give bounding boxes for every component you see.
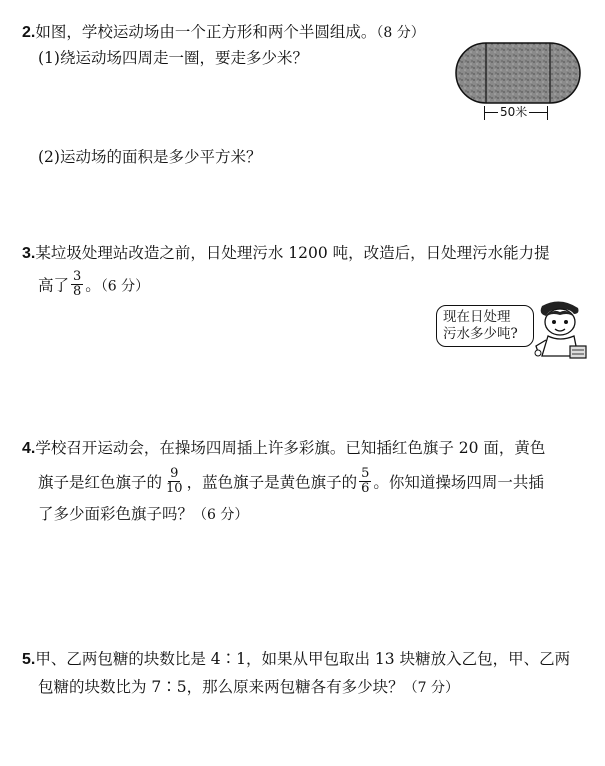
dimension-marker — [484, 104, 548, 122]
dimension-label: 50米 — [500, 105, 528, 119]
q5-number: 5. — [22, 651, 36, 668]
q4-line2 — [38, 466, 583, 498]
q4-text1: 学校召开运动会，在操场四周插上许多彩旗。已知插红色旗子 20 面，黄色 — [35, 439, 546, 457]
q3-text2-pre: 高了 — [38, 276, 70, 295]
q3-fraction: $\frac{3}{8}$ — [73, 269, 82, 299]
q2-points: （8 分） — [376, 25, 425, 41]
cartoon-boy-icon — [530, 300, 590, 362]
q3-points: （6 分） — [100, 278, 150, 295]
q2-sub1: (1)绕运动场四周走一圈，要走多少米？ — [38, 49, 308, 67]
q3-text1: 某垃圾处理站改造之前，日处理污水 1200 吨，改造后，日处理污水能力提 — [35, 244, 550, 262]
q2-stem: 如图，学校运动场由一个正方形和两个半圆组成。 — [35, 23, 377, 41]
q5-points: （7 分） — [403, 680, 460, 696]
q5-line1 — [22, 647, 583, 672]
q4-text2a: 旗子是红色旗子的 — [38, 473, 163, 492]
q3-line2 — [38, 269, 583, 301]
q5-line2 — [38, 675, 583, 701]
stadium-figure — [455, 42, 581, 104]
q4-text2b: ，蓝色旗子是黄色旗子的 — [186, 473, 358, 492]
q5-text2: 包糖的块数比为 7∶5，那么原来两包糖各有多少块？ — [38, 678, 404, 696]
q4-fraction1: $\frac{9}{10}$ — [166, 466, 183, 496]
q2-sub2: (2)运动场的面积是多少平方米？ — [38, 148, 262, 166]
q4-line1 — [22, 436, 583, 461]
bubble-line1: 现在日处理 — [443, 309, 511, 325]
q3-line1 — [22, 241, 583, 266]
q3-text2-post: 。 — [85, 276, 101, 295]
q5-text1: 甲、乙两包糖的块数比是 4∶1，如果从甲包取出 13 块糖放入乙包，甲、乙两 — [35, 650, 571, 668]
speech-bubble — [436, 305, 534, 347]
bubble-line2: 污水多少吨? — [443, 326, 518, 342]
q4-number: 4. — [22, 440, 36, 457]
q4-points: （6 分） — [193, 507, 249, 523]
q4-text2c: 。你知道操场四周一共插 — [373, 473, 544, 492]
q3-number: 3. — [22, 245, 36, 262]
q4-text3: 了多少面彩色旗子吗？ — [38, 505, 194, 523]
q2-number: 2. — [22, 24, 36, 41]
q4-line3 — [38, 502, 583, 528]
q4-fraction2: $\frac{5}{6}$ — [361, 466, 370, 496]
